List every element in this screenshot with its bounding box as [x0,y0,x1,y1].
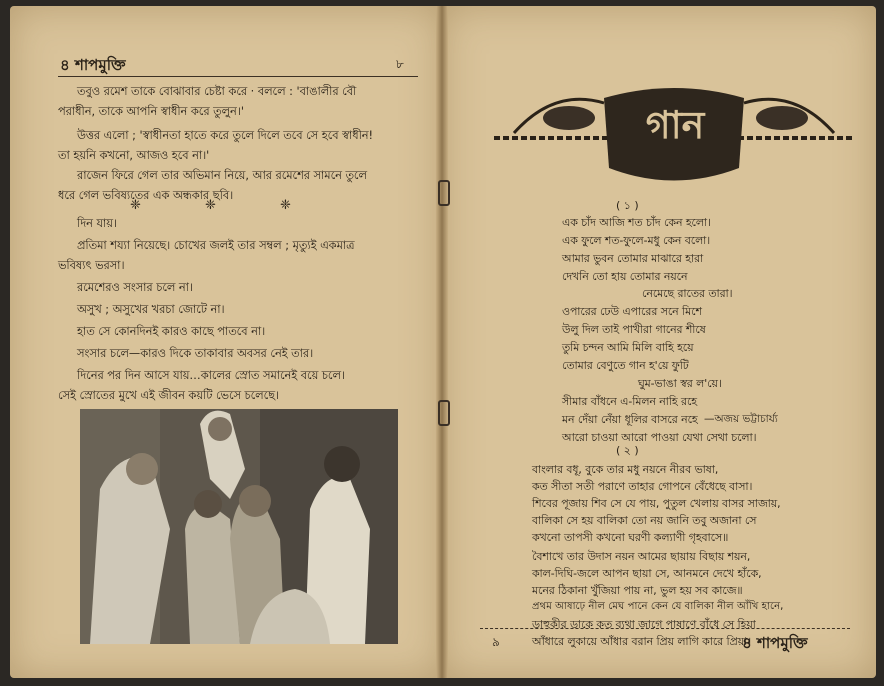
poem-line: এক চাঁদ আজি শত চাঁদ কেন হলো। [562,216,711,229]
poem-line: সীমার বাঁধনে এ-মিলন নাহি রহে [562,395,697,408]
poem-line: এক ফুলে শত-ফুলে-মধু কেন বলো। [562,234,711,247]
poem-line: ঘুম-ভাঙা স্বর ল'য়ে। [638,377,722,390]
song-header-title: গান [645,102,705,147]
poem-line: উলু দিল তাই পাখীরা গানের শীষে [562,323,706,336]
poem-line: বাংলার বধূ, বুকে তার মধু নয়নে নীরব ভাষা, [532,463,719,476]
poem-line: প্রথম আষাঢ়ে নীল মেঘ পানে কেন যে বালিকা নীল আঁখি হানে, [532,601,784,612]
poem-line: ওপারের ঢেউ এপারের সনে মিশে [562,305,702,318]
page-number-right: ৯ [492,635,500,649]
staple [438,180,450,206]
left-page [10,6,442,678]
text-line: দিন যায়। [77,217,117,230]
text-line: ধরে গেল ভবিষ্যতের এক অন্ধকার ছবি। [58,189,234,202]
photo-illustration [80,409,398,644]
poem-author: —অজয় ভট্টাচার্য্য [704,413,778,425]
poem-line: বৈশাখে তার উদাস নয়ন আমের ছায়ায় বিছায় শয়ন, [532,550,751,563]
header-rule-left [58,76,418,77]
text-line: পরাধীন, তাকে আপনি স্বাধীন করে তুলুন।' [58,105,244,118]
poem-line: আমার ভুবন তোমার মাঝারে হারা [562,252,704,265]
poem-line: কাল-দিঘি-জলে আপন ছায়া সে, আনমনে দেখে হাঁকে, [532,567,762,580]
text-line: সেই স্রোতের মুখে এই জীবন কয়টি ভেসে চলেছে। [58,389,280,402]
poem-line: কখনো তাপসী কখনো ঘরণী কল্যাণী গৃহবাসে॥ [532,531,729,544]
text-line: রমেশেরও সংসার চলে না। [77,281,193,294]
footer-rule-right [480,628,850,629]
text-line: হাত সে কোনদিনই কারও কাছে পাতবে না। [77,325,266,338]
staple [438,400,450,426]
poem-line: দেখনি তো হায় তোমার নয়নে [562,270,688,283]
poem-line: নেমেছে রাতের তারা। [642,287,733,300]
text-line: সংসার চলে—কারও দিকে তাকাবার অবসর নেই তার। [77,347,314,360]
text-line: রাজেন ফিরে গেল তার অভিমান নিয়ে, আর রমেশের সামনে তুলে [77,169,367,182]
right-page [442,6,876,678]
text-line: তবুও রমেশ তাকে বোঝাবার চেষ্টা করে · বললে : 'বাঙালীর বৌ [77,85,357,98]
poem-line: আরো চাওয়া আরো পাওয়া যেথা সেথা চলো। [562,431,757,444]
poem-line: তোমার বেণুতে গান হ'য়ে ফুটি [562,359,689,372]
text-line: উত্তর এলো ; 'স্বাধীনতা হাতে করে তুলে দিলে তবে সে হবে স্বাধীন! [77,129,374,142]
page-number-left: ৮ [396,57,404,71]
poem-line: আঁধারে লুকায়ে আঁধার বরান প্রিয় লাগি কারে প্রিয়া। [532,635,752,648]
film-still-photo [80,409,398,644]
poem-line: মনের ঠিকানা খুঁজিয়া পায় না, ভুল হয় সব কাজে॥ [532,584,743,597]
poem-line: তুমি চন্দন আমি মিলি বাহি হয়ে [562,341,694,354]
poem-number-1: ( ১ ) [616,199,639,212]
poem-line: ডাহুকীর ডাকে কত ব্যথা জাগে পাষাণে বাঁধে সে হিয়া [532,618,756,631]
section-break-stars: ❈ ❈ ❈ [130,198,291,213]
text-line: অসুখ ; অসুখের খরচা জোটে না। [77,303,225,316]
running-head-right: ৪ শাপমুক্তি [742,634,808,652]
poem-number-2: ( ২ ) [616,444,639,457]
poem-line: মন দেঁয়া নেঁয়া ধূলির বাসরে নহে [562,413,698,426]
poem-line: বালিকা সে হয় বালিকা তো নয় জানি তবু অজানা সে [532,514,757,527]
text-line: ভবিষ্যৎ ভরসা। [58,259,125,272]
poem-line: শিবের পূজায় শিব সে যে পায়, পুতুল খেলায় বাসর সাজায়, [532,497,781,510]
text-line: দিনের পর দিন আসে যায়…কালের স্রোত সমানেই বয়ে চলে। [77,369,345,382]
poem-line: কত সীতা সতী পরাণে তাহার গোপনে বেঁধেছে বাসা। [532,480,753,493]
running-head-left: ৪ শাপমুক্তি [60,56,126,74]
text-line: প্রতিমা শয্যা নিয়েছে। চোখের জলই তার সম্বল ; মৃত্যুই একমাত্র [77,239,355,252]
book-spine [436,6,448,678]
text-line: তা হয়নি কখনো, আজও হবে না।' [58,149,210,162]
